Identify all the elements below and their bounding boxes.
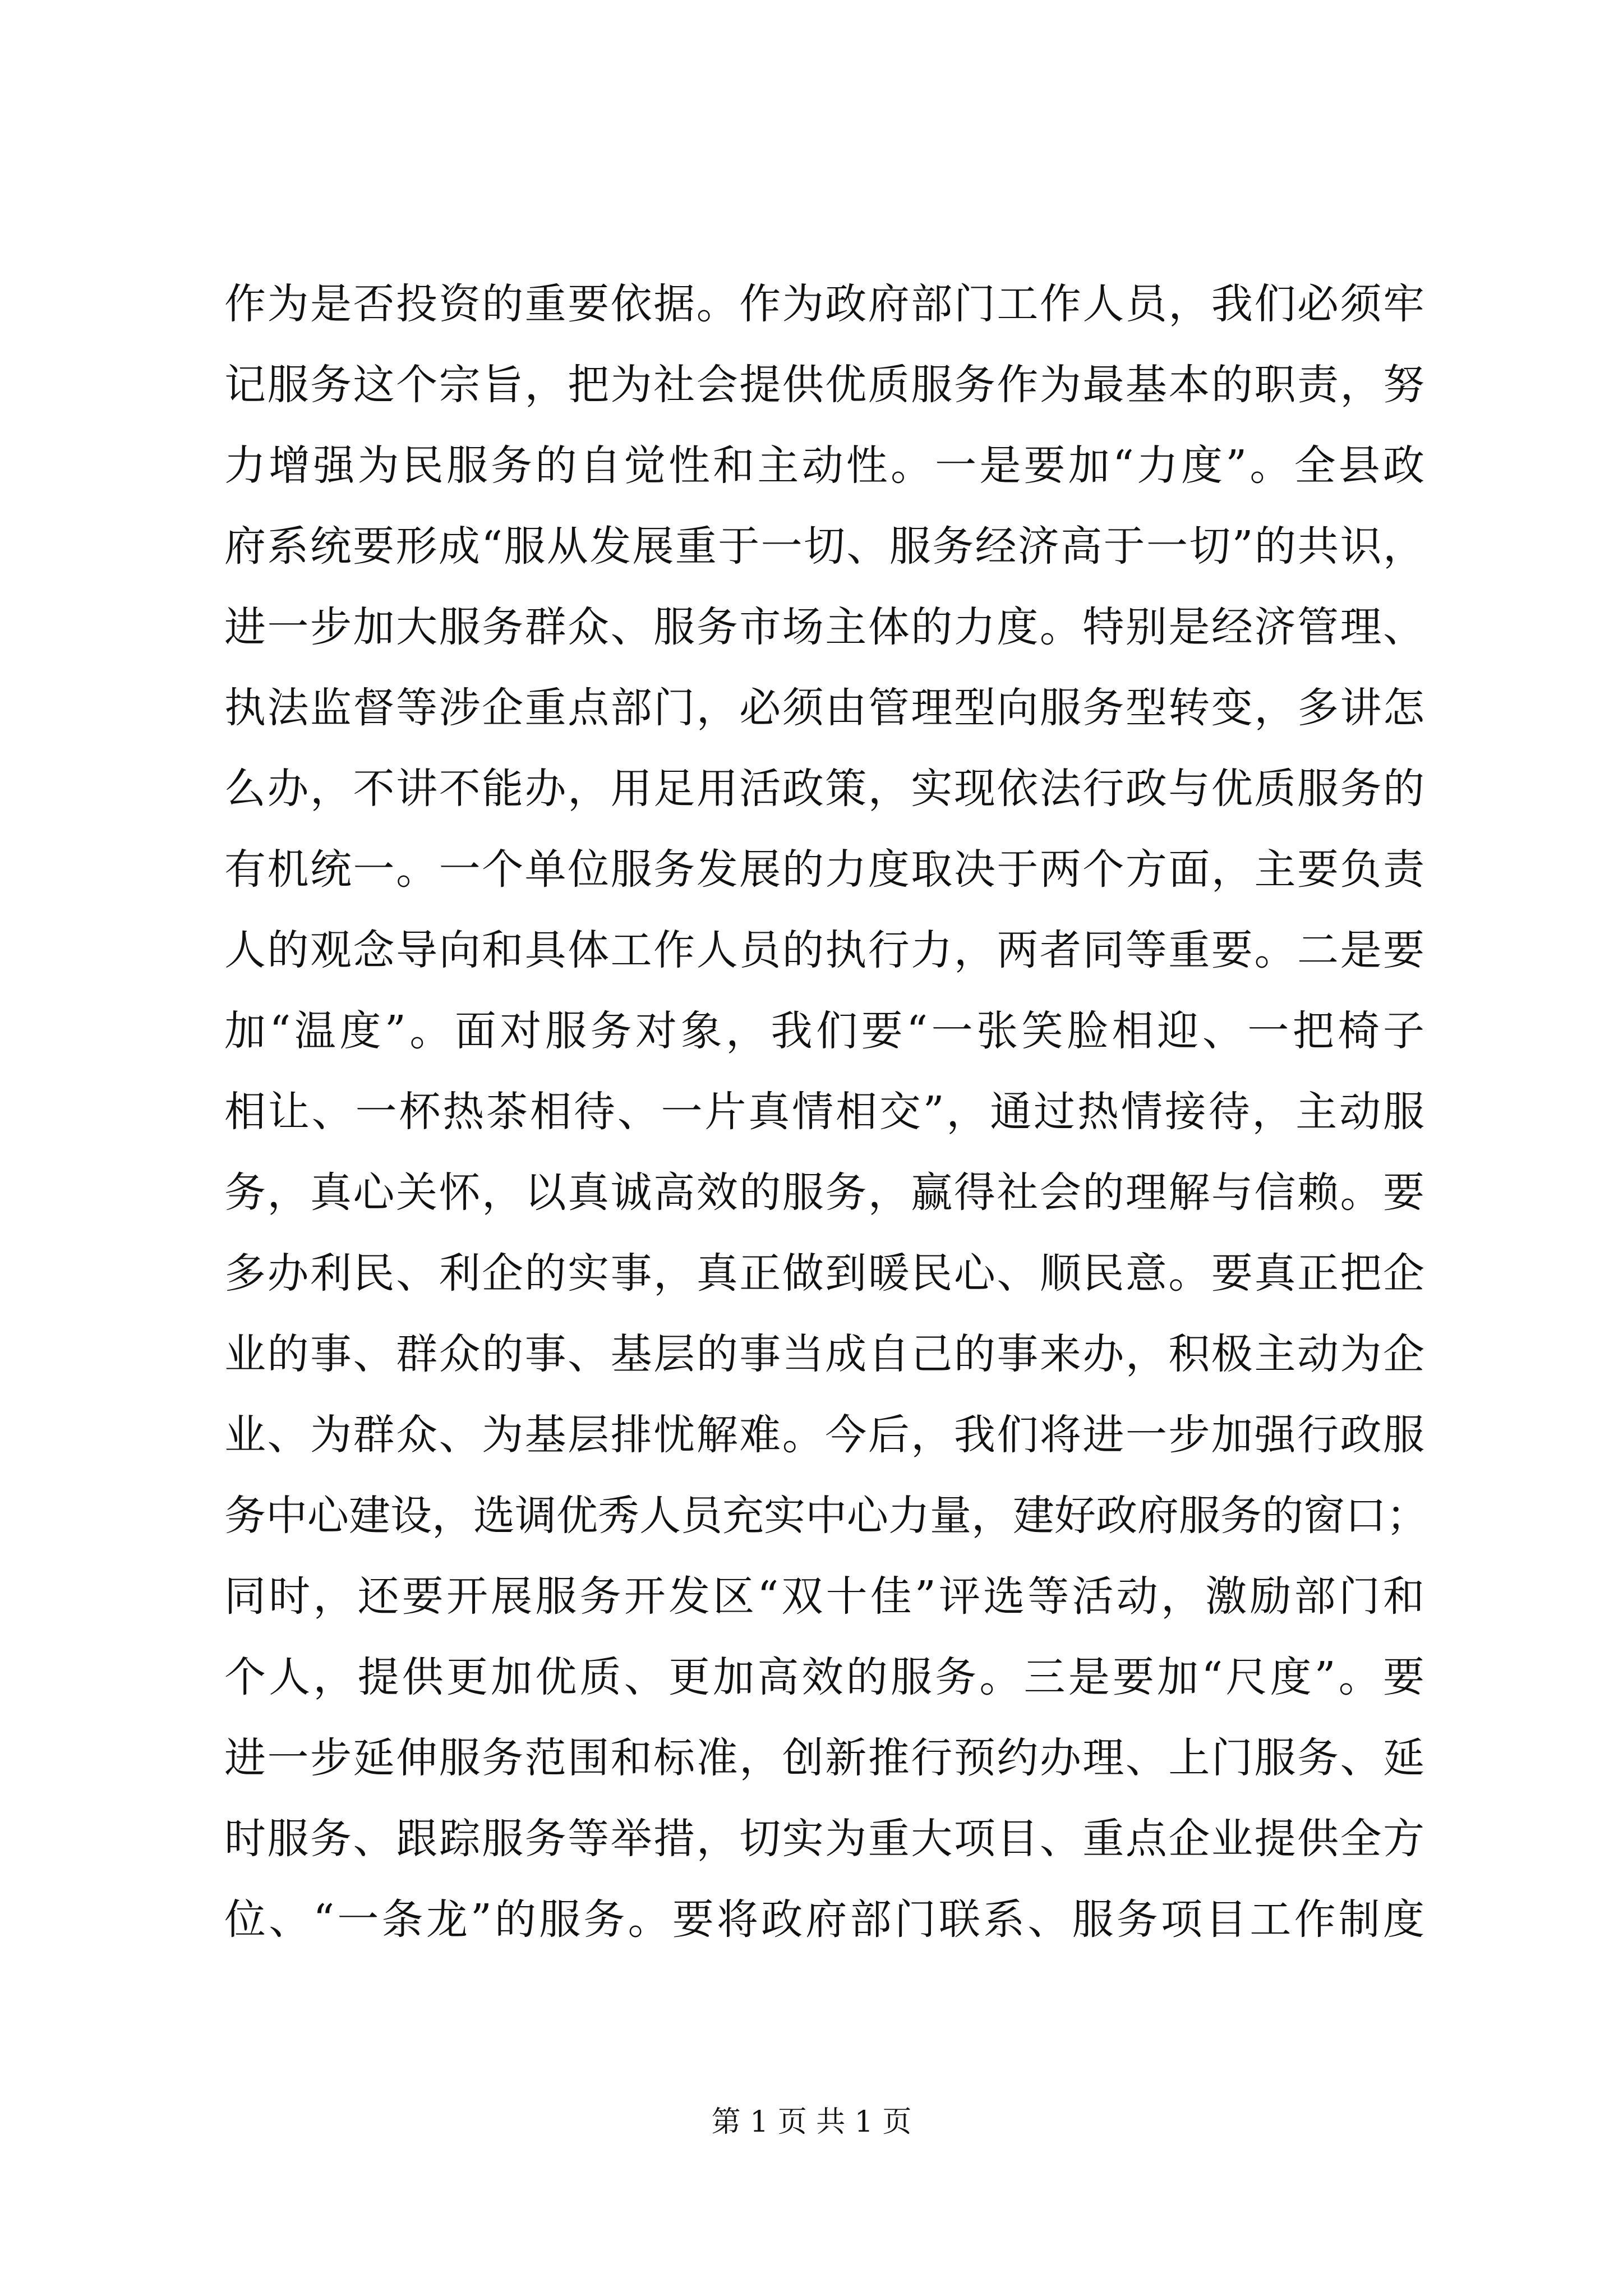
text-line: 务中心建设，选调优秀人员充实中心力量，建好政府服务的窗口； (224, 1492, 1428, 1540)
text-line: 个人，提供更加优质、更加高效的服务。三是要加“尺度”。要 (224, 1653, 1424, 1701)
text-line: 同时，还要开展服务开发区“双十佳”评选等活动，激励部门和 (224, 1572, 1424, 1621)
text-line: 力增强为民服务的自觉性和主动性。一是要加“力度”。全县政 (224, 441, 1424, 490)
text-line: 务，真心关怀，以真诚高效的服务，赢得社会的理解与信赖。要 (224, 1168, 1424, 1217)
text-line: 加“温度”。面对服务对象，我们要“一张笑脸相迎、一把椅子 (224, 1007, 1424, 1055)
text-line: 业、为群众、为基层排忧解难。今后，我们将进一步加强行政服 (224, 1411, 1424, 1459)
page-number-footer: 第 1 页 共 1 页 (711, 2105, 912, 2139)
text-line: 进一步加大服务群众、服务市场主体的力度。特别是经济管理、 (224, 603, 1424, 651)
text-line: 有机统一。一个单位服务发展的力度取决于两个方面，主要负责 (224, 845, 1424, 894)
text-line: 府系统要形成“服从发展重于一切、服务经济高于一切”的共识， (224, 522, 1424, 570)
text-line: 人的观念导向和具体工作人员的执行力，两者同等重要。二是要 (224, 926, 1424, 974)
text-line: 多办利民、利企的实事，真正做到暖民心、顺民意。要真正把企 (224, 1249, 1424, 1297)
text-line: 业的事、群众的事、基层的事当成自己的事来办，积极主动为企 (224, 1330, 1424, 1378)
text-line: 进一步延伸服务范围和标准，创新推行预约办理、上门服务、延 (224, 1734, 1424, 1782)
text-line: 相让、一杯热茶相待、一片真情相交”，通过热情接待，主动服 (224, 1088, 1424, 1136)
body-text (224, 264, 1428, 1960)
text-line: 作为是否投资的重要依据。作为政府部门工作人员，我们必须牢 (224, 280, 1424, 328)
text-line: 执法监督等涉企重点部门，必须由管理型向服务型转变，多讲怎 (224, 684, 1424, 732)
text-line: 位、“一条龙”的服务。要将政府部门联系、服务项目工作制度 (224, 1895, 1424, 1944)
text-line: 么办，不讲不能办，用足用活政策，实现依法行政与优质服务的 (224, 765, 1424, 813)
text-line: 时服务、跟踪服务等举措，切实为重大项目、重点企业提供全方 (224, 1815, 1424, 1863)
text-line: 记服务这个宗旨，把为社会提供优质服务作为最基本的职责，努 (224, 361, 1424, 409)
